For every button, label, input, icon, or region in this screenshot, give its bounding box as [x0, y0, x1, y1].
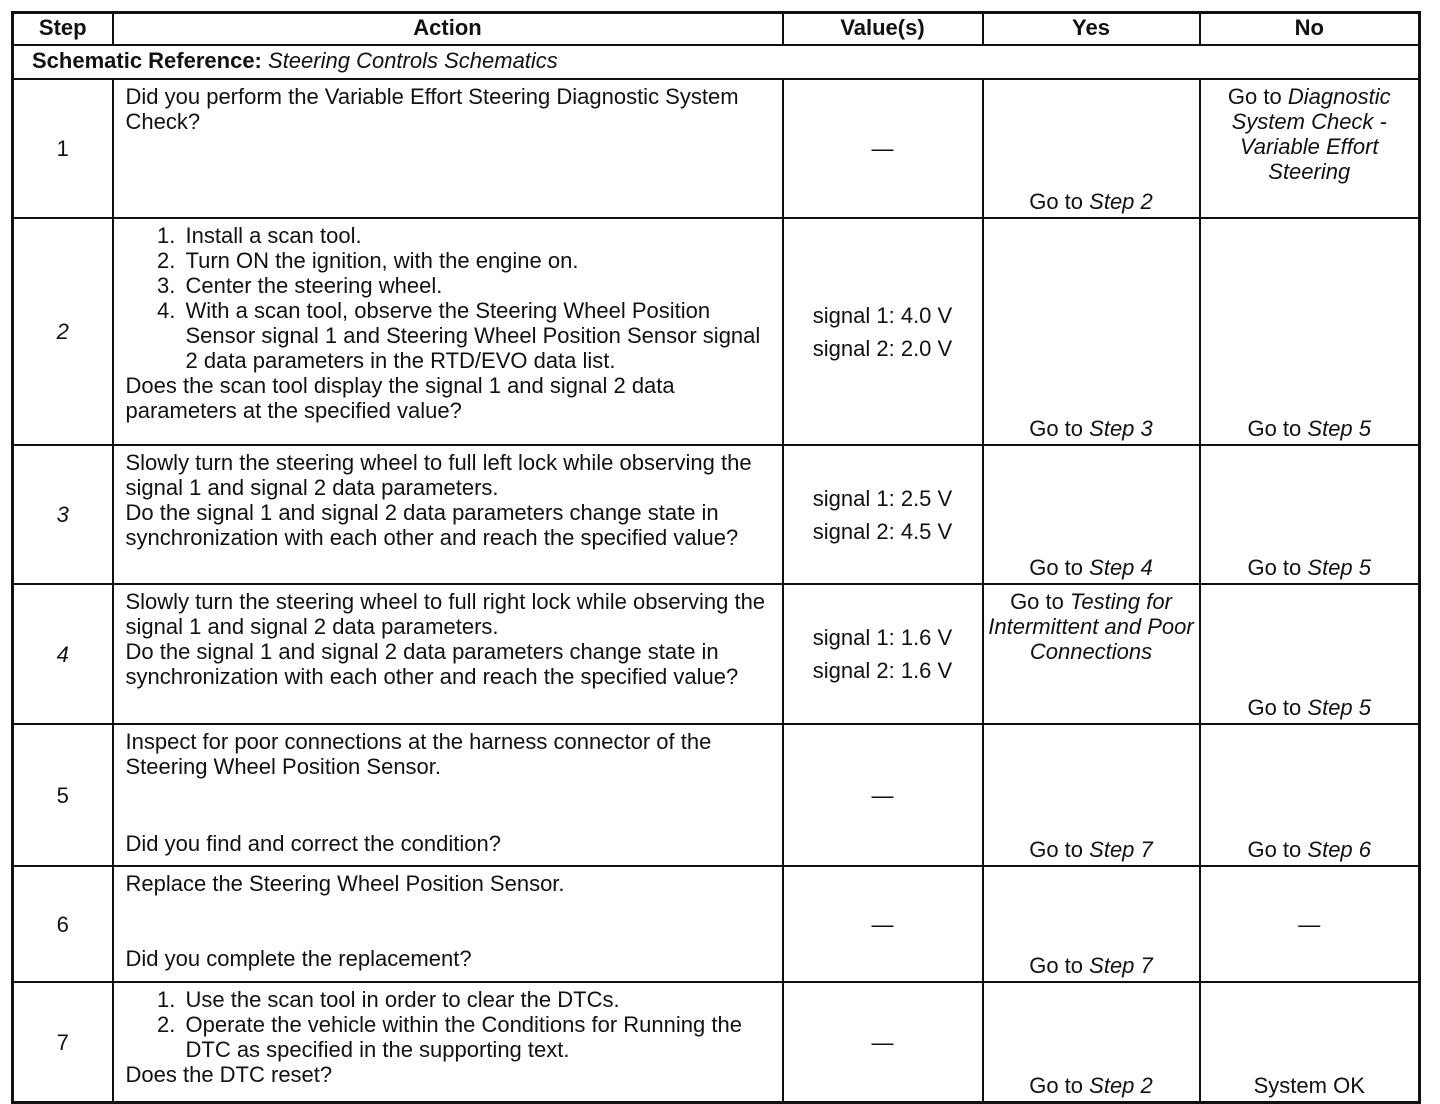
no-link[interactable]: Step 6	[1307, 837, 1372, 862]
action-text: Did you perform the Variable Effort Steering Diagnostic System Check?	[125, 84, 739, 134]
schematic-reference-label: Schematic Reference:	[32, 48, 262, 73]
yes-link[interactable]: Step 2	[1089, 1073, 1153, 1098]
no-link[interactable]: Diagnostic System Check - Variable Effort Steering	[1231, 84, 1391, 184]
yes-cell	[983, 79, 1200, 218]
yes-link[interactable]: Step 7	[1089, 837, 1153, 862]
table-row	[13, 866, 1420, 982]
value-signal-1: signal 1: 4.0 V	[812, 302, 953, 328]
no-cell	[1200, 218, 1420, 445]
step-number: 4	[13, 584, 113, 724]
no-prefix: Go to	[1227, 84, 1282, 109]
table-row	[13, 79, 1420, 218]
yes-prefix: Go to	[1010, 589, 1064, 614]
yes-link[interactable]: Step 7	[1089, 953, 1153, 978]
action-list-item: 3. Center the steering wheel.	[182, 273, 774, 298]
yes-prefix: Go to	[1029, 555, 1084, 580]
action-question: Do the signal 1 and signal 2 data parameters change state in synchronization with each other and reach the specified value?	[125, 639, 739, 689]
schematic-reference-row	[13, 45, 1420, 79]
value-signal-1: signal 1: 1.6 V	[812, 625, 953, 650]
action-question: Do the signal 1 and signal 2 data parameters change state in synchronization with each other and reach the specified value?	[125, 500, 739, 550]
action-cell	[113, 724, 783, 866]
no-cell	[1200, 445, 1420, 584]
step-number: 2	[13, 218, 113, 445]
header-values: Value(s)	[783, 13, 983, 46]
table-row	[13, 445, 1420, 584]
table-row	[13, 982, 1420, 1103]
action-list-item: 4. With a scan tool, observe the Steering Wheel Position Sensor signal 1 and Steering Wheel Position Sensor signal 2 data parameters in the RTD/EVO data list.	[182, 298, 774, 373]
values-cell	[783, 218, 983, 445]
no-prefix: Go to	[1247, 837, 1302, 862]
values-cell: —	[783, 79, 983, 218]
yes-cell	[983, 982, 1200, 1103]
step-number: 3	[13, 445, 113, 584]
action-question: Does the scan tool display the signal 1 and signal 2 data parameters at the specified value?	[125, 373, 675, 423]
table-row	[13, 724, 1420, 866]
no-prefix: Go to	[1247, 416, 1302, 441]
action-text: Inspect for poor connections at the harness connector of the Steering Wheel Position Sensor.	[125, 729, 712, 779]
value-signal-2: signal 2: 2.0 V	[812, 335, 953, 361]
no-link[interactable]: Step 5	[1307, 416, 1372, 441]
yes-link[interactable]: Step 2	[1089, 189, 1153, 214]
yes-prefix: Go to	[1029, 189, 1084, 214]
action-text: Slowly turn the steering wheel to full left lock while observing the signal 1 and signal 2 data parameters.	[125, 450, 752, 500]
yes-cell	[983, 724, 1200, 866]
header-row	[13, 13, 1420, 46]
value-signal-1: signal 1: 2.5 V	[812, 485, 953, 511]
yes-prefix: Go to	[1029, 1073, 1084, 1098]
table-row	[13, 218, 1420, 445]
action-list-item: 2. Turn ON the ignition, with the engine on.	[182, 248, 774, 273]
no-cell	[1200, 79, 1420, 218]
no-link[interactable]: Step 5	[1307, 695, 1372, 720]
action-text: Replace the Steering Wheel Position Sensor.	[125, 871, 565, 896]
yes-cell	[983, 218, 1200, 445]
step-number: 5	[13, 724, 113, 866]
schematic-reference	[13, 45, 1420, 79]
values-cell: —	[783, 724, 983, 866]
action-cell	[113, 79, 783, 218]
values-cell: —	[783, 982, 983, 1103]
action-list	[126, 223, 774, 373]
yes-cell	[983, 584, 1200, 724]
no-prefix: Go to	[1247, 555, 1302, 580]
no-cell: System OK	[1200, 982, 1420, 1103]
action-cell	[113, 445, 783, 584]
step-number: 7	[13, 982, 113, 1103]
no-cell	[1200, 724, 1420, 866]
diagnostic-table-page	[11, 11, 1418, 1104]
yes-link[interactable]: Testing for Intermittent and Poor Connections	[988, 589, 1194, 664]
action-cell	[113, 584, 783, 724]
values-cell	[783, 445, 983, 584]
step-number: 1	[13, 79, 113, 218]
header-yes: Yes	[983, 13, 1200, 46]
yes-prefix: Go to	[1029, 953, 1084, 978]
no-cell: —	[1200, 866, 1420, 982]
yes-prefix: Go to	[1029, 416, 1084, 441]
no-prefix: Go to	[1247, 695, 1302, 720]
value-signal-2: signal 2: 1.6 V	[812, 658, 953, 683]
action-list-item: 1. Install a scan tool.	[182, 223, 774, 248]
schematic-reference-link[interactable]: Steering Controls Schematics	[268, 48, 558, 73]
step-number: 6	[13, 866, 113, 982]
action-cell	[113, 866, 783, 982]
action-cell	[113, 982, 783, 1103]
header-step: Step	[13, 13, 113, 46]
action-list	[126, 987, 774, 1062]
action-list-item: 2. Operate the vehicle within the Conditions for Running the DTC as specified in the supporting text.	[182, 1012, 774, 1062]
values-cell	[783, 584, 983, 724]
action-list-item: 1. Use the scan tool in order to clear the DTCs.	[182, 987, 774, 1012]
table-row	[13, 584, 1420, 724]
values-cell: —	[783, 866, 983, 982]
no-cell	[1200, 584, 1420, 724]
yes-link[interactable]: Step 3	[1089, 416, 1153, 441]
diagnostic-table	[11, 11, 1421, 1104]
action-question: Does the DTC reset?	[125, 1062, 333, 1087]
action-cell	[113, 218, 783, 445]
action-text: Slowly turn the steering wheel to full right lock while observing the signal 1 and signal 2 data parameters.	[125, 589, 766, 639]
yes-prefix: Go to	[1029, 837, 1084, 862]
header-no: No	[1200, 13, 1420, 46]
yes-cell	[983, 866, 1200, 982]
yes-cell	[983, 445, 1200, 584]
yes-link[interactable]: Step 4	[1089, 555, 1153, 580]
action-question: Did you find and correct the condition?	[125, 831, 501, 856]
no-link[interactable]: Step 5	[1307, 555, 1372, 580]
header-action: Action	[113, 13, 783, 46]
action-question: Did you complete the replacement?	[125, 946, 472, 971]
value-signal-2: signal 2: 4.5 V	[812, 518, 953, 544]
